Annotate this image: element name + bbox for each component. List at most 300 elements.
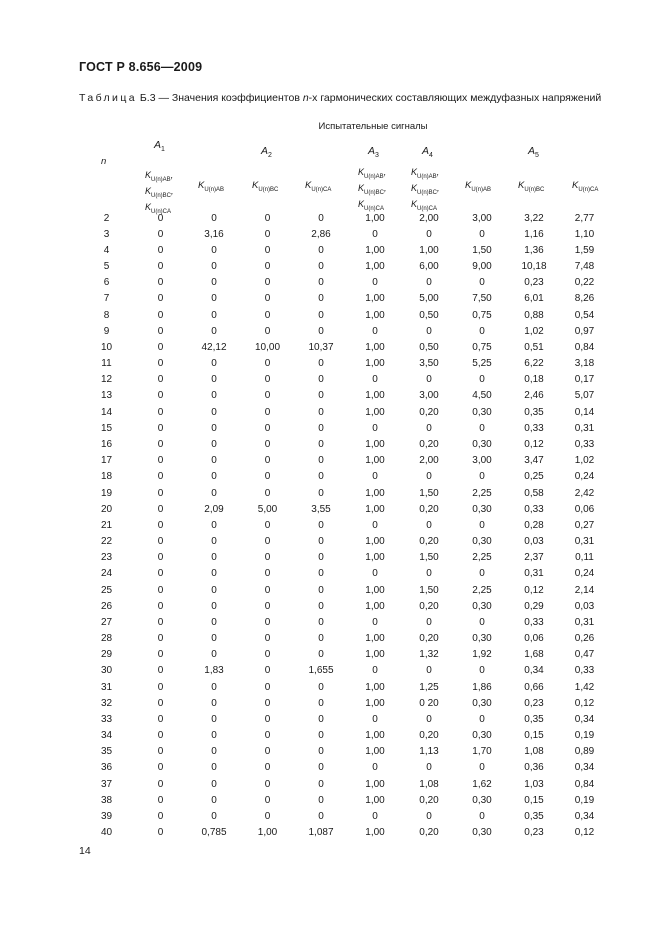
harmonic-number-cell: 38: [100, 794, 113, 806]
coefficient-cell: 0: [157, 827, 164, 839]
coefficient-cell: 3,47: [524, 455, 544, 467]
coefficient-cell: 0: [372, 616, 378, 628]
coefficient-cell: 7,50: [472, 293, 492, 305]
coefficient-cell: 0,31: [524, 568, 544, 580]
coefficient-cell: 0: [426, 471, 432, 483]
coefficient-cell: 0: [264, 293, 271, 305]
table-row: [79, 630, 609, 646]
coefficient-cell: 0: [211, 244, 217, 256]
harmonic-number-cell: 23: [100, 552, 113, 564]
table-row: [79, 323, 609, 339]
harmonic-number-cell: 22: [100, 536, 113, 548]
coefficient-cell: 0: [157, 552, 164, 564]
coefficient-cell: 1,655: [308, 665, 334, 677]
harmonic-number-cell: 36: [100, 762, 113, 774]
harmonic-number-cell: 27: [100, 616, 113, 628]
coefficient-cell: 1,00: [365, 438, 385, 450]
page-number: 14: [79, 845, 91, 857]
coefficient-cell: 0,20: [419, 600, 439, 612]
coefficient-cell: 0: [264, 261, 271, 273]
coefficient-cell: 0: [318, 568, 324, 580]
coefficient-cell: 3,00: [472, 455, 492, 467]
coefficient-cell: 1,25: [419, 681, 439, 693]
caption-dash: — Значения коэффициентов: [155, 92, 303, 104]
coefficient-cell: 0,30: [472, 633, 492, 645]
column-group-header: Испытательные сигналы: [318, 121, 428, 132]
coefficient-cell: 1,86: [472, 681, 492, 693]
harmonic-number-cell: 40: [100, 827, 113, 839]
coefficient-cell: 0: [264, 212, 271, 224]
coefficient-cell: 0: [211, 277, 217, 289]
coefficient-cell: 0: [211, 374, 217, 386]
signal-a5-label: $A_5$: [528, 145, 539, 160]
coefficient-cell: 0: [372, 568, 378, 580]
coefficient-cell: 1,00: [257, 827, 278, 839]
harmonic-number-cell: 26: [100, 600, 113, 612]
coefficient-cell: 10,18: [521, 261, 547, 273]
coefficient-cell: 0,14: [574, 406, 595, 418]
coefficient-cell: 10,37: [308, 341, 334, 353]
coefficient-cell: 0,30: [472, 503, 492, 515]
coefficient-cell: 0,20: [419, 633, 439, 645]
coefficient-cell: 0: [479, 519, 485, 531]
coefficient-cell: 0: [264, 358, 271, 370]
coefficient-cell: 3,16: [204, 228, 224, 240]
coefficient-cell: 1,00: [365, 212, 385, 224]
harmonic-number-cell: 5: [103, 261, 110, 273]
coefficient-cell: 0: [211, 471, 217, 483]
coefficient-cell: 0: [426, 374, 432, 386]
coefficient-cell: 0: [479, 665, 485, 677]
coefficient-cell: 0: [157, 455, 164, 467]
coefficient-cell: 0,19: [574, 730, 595, 742]
coefficient-cell: 0,785: [201, 827, 227, 839]
coefficient-cell: 0: [157, 487, 164, 499]
coefficient-cell: 1,00: [365, 584, 385, 596]
coefficient-cell: 0: [264, 487, 271, 499]
harmonic-number-cell: 16: [100, 438, 113, 450]
coefficient-cell: 0: [157, 503, 164, 515]
coefficient-cell: 0: [157, 778, 164, 790]
table-row: [79, 711, 609, 727]
coefficient-cell: 0: [211, 794, 217, 806]
coefficient-cell: 3,50: [419, 358, 439, 370]
harmonic-number-cell: 34: [100, 730, 113, 742]
coefficient-cell: 0: [264, 697, 271, 709]
coefficient-cell: 0: [264, 471, 271, 483]
coefficient-cell: 0: [264, 552, 271, 564]
coefficient-cell: 0,84: [574, 341, 595, 353]
table-row: [79, 728, 609, 744]
coefficient-cell: 0,33: [574, 665, 595, 677]
coefficient-cell: 0,30: [472, 794, 492, 806]
table-row: [79, 242, 609, 258]
coefficient-cell: 0: [372, 665, 378, 677]
coefficient-cell: 0,12: [524, 584, 544, 596]
harmonic-number-cell: 17: [100, 455, 113, 467]
coefficient-cell: 1,00: [365, 536, 385, 548]
a5-kab-header: $K_{U(n)AB}$: [465, 180, 492, 193]
coefficient-cell: 0: [157, 341, 164, 353]
coefficient-cell: 1,00: [365, 487, 385, 499]
coefficient-cell: 0: [211, 438, 217, 450]
a2-kca-header: $K_{U(n)CA}$: [305, 180, 332, 193]
coefficient-cell: 0: [318, 374, 324, 386]
coefficient-cell: 0,30: [472, 406, 492, 418]
table-row: [79, 372, 609, 388]
coefficient-cell: 0: [211, 390, 217, 402]
coefficient-cell: 1,02: [574, 455, 595, 467]
coefficient-cell: 42,12: [201, 341, 227, 353]
coefficient-cell: 3,00: [419, 390, 439, 402]
harmonic-number-cell: 11: [101, 358, 112, 370]
table-row: [79, 792, 609, 808]
coefficient-cell: 2,42: [574, 487, 595, 499]
coefficient-cell: 1,42: [574, 681, 595, 693]
harmonic-number-cell: 19: [100, 487, 113, 499]
a5-kbc-header: $K_{U(n)BC}$: [518, 180, 545, 193]
coefficient-cell: 0: [264, 244, 271, 256]
coefficient-cell: 0: [157, 277, 164, 289]
coefficient-cell: 0: [157, 422, 164, 434]
coefficient-cell: 0,06: [574, 503, 595, 515]
coefficient-cell: 1,50: [419, 487, 439, 499]
coefficient-cell: 2,25: [472, 552, 492, 564]
harmonic-number-cell: 7: [103, 293, 110, 305]
coefficient-cell: 0: [157, 244, 164, 256]
coefficient-cell: 0: [264, 633, 271, 645]
coefficient-cell: 0,17: [574, 374, 595, 386]
coefficient-cell: 0: [426, 665, 432, 677]
table-row: [79, 275, 609, 291]
table-row: [79, 291, 609, 307]
n-header: n: [101, 156, 107, 167]
coefficient-cell: 1,92: [472, 649, 492, 661]
table-row: [79, 259, 609, 275]
coefficient-cell: 0: [479, 325, 485, 337]
coefficient-cell: 0,20: [419, 536, 439, 548]
coefficient-cell: 0,20: [419, 503, 439, 515]
harmonic-number-cell: 21: [100, 519, 113, 531]
coefficient-cell: 1,62: [472, 778, 492, 790]
coefficient-cell: 1,00: [419, 244, 439, 256]
coefficient-cell: 1,08: [419, 778, 439, 790]
coefficient-cell: 0: [318, 584, 324, 596]
coefficient-cell: 0: [157, 762, 164, 774]
harmonic-number-cell: 24: [100, 568, 113, 580]
coefficient-cell: 0,06: [524, 633, 544, 645]
coefficient-cell: 2,46: [524, 390, 544, 402]
coefficient-cell: 0: [318, 438, 324, 450]
table-row: [79, 808, 609, 824]
coefficient-cell: 1,00: [365, 697, 385, 709]
coefficient-cell: 0: [479, 713, 485, 725]
table-row: [79, 647, 609, 663]
coefficient-cell: 0: [264, 665, 271, 677]
coefficient-cell: 1,00: [365, 390, 385, 402]
coefficient-cell: 0: [211, 697, 217, 709]
coefficient-cell: 0: [157, 600, 164, 612]
coefficient-cell: 0: [372, 762, 378, 774]
coefficient-cell: 1,50: [472, 244, 492, 256]
coefficient-cell: 0,23: [524, 827, 544, 839]
harmonic-number-cell: 28: [100, 633, 113, 645]
harmonic-number-cell: 20: [100, 503, 113, 515]
coefficient-cell: 0,23: [524, 277, 544, 289]
coefficient-cell: 0,12: [574, 827, 595, 839]
coefficient-cell: 0: [479, 810, 485, 822]
coefficient-cell: 0: [157, 681, 164, 693]
coefficient-cell: 7,48: [574, 261, 595, 273]
coefficient-cell: 0,75: [472, 309, 492, 321]
harmonic-number-cell: 9: [103, 325, 110, 337]
table-row: [79, 501, 609, 517]
coefficient-cell: 0: [211, 584, 217, 596]
table-row: [79, 307, 609, 323]
coefficient-cell: 0: [318, 390, 324, 402]
coefficient-cell: 1,00: [365, 293, 385, 305]
coefficient-cell: 0: [318, 649, 324, 661]
coefficient-cell: 0 20: [419, 697, 439, 709]
coefficient-cell: 6,00: [419, 261, 439, 273]
coefficient-cell: 0: [372, 422, 378, 434]
coefficient-cell: 0: [157, 633, 164, 645]
a1-k-stack: $K_{U(n)AB}$, $K_{U(n)BC}$, $K_{U(n)CA}$: [145, 170, 174, 215]
table-row: [79, 776, 609, 792]
coefficient-cell: 0,34: [574, 810, 595, 822]
coefficient-cell: 0,20: [419, 794, 439, 806]
coefficient-cell: 1,70: [472, 746, 492, 758]
document-code: ГОСТ Р 8.656—2009: [79, 60, 203, 74]
coefficient-cell: 5,00: [257, 503, 278, 515]
table-row: [79, 356, 609, 372]
coefficient-cell: 3,18: [574, 358, 595, 370]
coefficient-cell: 0: [318, 406, 324, 418]
coefficient-cell: 0,88: [524, 309, 544, 321]
coefficient-cell: 0: [157, 261, 164, 273]
coefficient-cell: 0,31: [574, 422, 595, 434]
coefficient-cell: 0,33: [524, 503, 544, 515]
coefficient-cell: 0: [264, 309, 271, 321]
coefficient-cell: 1,02: [524, 325, 544, 337]
coefficient-cell: 0: [264, 438, 271, 450]
coefficient-cell: 0: [157, 746, 164, 758]
coefficient-cell: 0,51: [524, 341, 544, 353]
coefficient-cell: 0: [211, 536, 217, 548]
coefficient-cell: 0: [426, 713, 432, 725]
coefficient-cell: 0: [157, 649, 164, 661]
coefficient-cell: 0,27: [574, 519, 595, 531]
coefficient-cell: 0,84: [574, 778, 595, 790]
coefficient-cell: 0,11: [575, 552, 594, 564]
coefficient-cell: 0: [211, 261, 217, 273]
coefficient-cell: 0: [157, 293, 164, 305]
coefficient-cell: 0: [264, 422, 271, 434]
signal-a1-label: $A_1$: [154, 139, 165, 154]
coefficient-cell: 10,00: [254, 341, 281, 353]
coefficient-cell: 2,25: [472, 487, 492, 499]
coefficient-cell: 2,77: [574, 212, 595, 224]
coefficient-cell: 0: [264, 778, 271, 790]
coefficient-cell: 0: [264, 810, 271, 822]
table-row: [79, 485, 609, 501]
coefficient-cell: 1,00: [365, 244, 385, 256]
coefficient-cell: 0: [264, 730, 271, 742]
table-row: [79, 226, 609, 242]
coefficient-cell: 1,50: [419, 552, 439, 564]
coefficient-cell: 0,03: [574, 600, 595, 612]
coefficient-cell: 0: [318, 600, 324, 612]
coefficient-cell: 0: [318, 261, 324, 273]
coefficient-cell: 0: [264, 390, 271, 402]
coefficient-cell: 0: [479, 374, 485, 386]
coefficient-cell: 0: [426, 228, 432, 240]
coefficient-cell: 0: [211, 730, 217, 742]
signal-a2-label: $A_2$: [261, 145, 272, 160]
coefficient-cell: 0: [318, 487, 324, 499]
coefficient-cell: 0: [157, 374, 164, 386]
coefficient-cell: 0,47: [574, 649, 595, 661]
table-row: [79, 550, 609, 566]
coefficient-cell: 0: [157, 730, 164, 742]
coefficient-cell: 0,35: [524, 406, 544, 418]
coefficient-cell: 2,09: [204, 503, 224, 515]
coefficient-cell: 0: [372, 228, 378, 240]
coefficient-cell: 0,33: [574, 438, 595, 450]
coefficient-cell: 0,22: [574, 277, 595, 289]
coefficient-cell: 0: [318, 794, 324, 806]
coefficient-cell: 0: [157, 438, 164, 450]
coefficient-cell: 8,26: [574, 293, 595, 305]
coefficient-cell: 0: [157, 794, 164, 806]
harmonic-number-cell: 35: [100, 746, 113, 758]
coefficient-cell: 0: [426, 519, 432, 531]
coefficient-cell: 0,20: [419, 406, 439, 418]
harmonic-number-cell: 12: [100, 374, 113, 386]
coefficient-cell: 5,25: [472, 358, 492, 370]
coefficient-cell: 0: [264, 600, 271, 612]
table-row: [79, 210, 609, 226]
table-row: [79, 825, 609, 841]
harmonic-number-cell: 25: [100, 584, 113, 596]
table-row: [79, 760, 609, 776]
coefficient-cell: 0: [318, 358, 324, 370]
coefficient-cell: 0: [264, 584, 271, 596]
a3-k-stack: $K_{U(n)AB}$, $K_{U(n)BC}$, $K_{U(n)CA}$: [358, 167, 387, 212]
coefficient-cell: 1,08: [524, 746, 544, 758]
coefficient-cell: 0,58: [524, 487, 544, 499]
coefficient-cell: 1,00: [365, 730, 385, 742]
coefficient-cell: 0: [211, 325, 217, 337]
coefficient-cell: 6,22: [524, 358, 544, 370]
coefficient-cell: 0: [372, 519, 378, 531]
coefficient-cell: 0,15: [524, 794, 544, 806]
harmonic-coefficients-table: [79, 210, 609, 841]
coefficient-cell: 0: [318, 730, 324, 742]
caption-prefix: Таблица: [79, 92, 137, 104]
harmonic-number-cell: 18: [100, 471, 113, 483]
coefficient-cell: 0: [211, 746, 217, 758]
coefficient-cell: 0: [211, 212, 217, 224]
coefficient-cell: 0: [479, 422, 485, 434]
table-row: [79, 614, 609, 630]
table-row: [79, 663, 609, 679]
coefficient-cell: 0: [264, 681, 271, 693]
coefficient-cell: 0: [157, 358, 164, 370]
table-row: [79, 566, 609, 582]
harmonic-number-cell: 32: [100, 697, 113, 709]
coefficient-cell: 5,00: [419, 293, 439, 305]
coefficient-cell: 0,26: [574, 633, 595, 645]
coefficient-cell: 1,03: [524, 778, 544, 790]
coefficient-cell: 0,66: [524, 681, 544, 693]
coefficient-cell: 1,00: [365, 503, 385, 515]
table-row: [79, 533, 609, 549]
coefficient-cell: 0: [211, 713, 217, 725]
table-row: [79, 582, 609, 598]
coefficient-cell: 1,16: [524, 228, 544, 240]
coefficient-cell: 0: [264, 568, 271, 580]
coefficient-cell: 0: [479, 228, 485, 240]
coefficient-cell: 0: [211, 455, 217, 467]
coefficient-cell: 0: [318, 519, 324, 531]
table-row: [79, 388, 609, 404]
harmonic-number-cell: 37: [100, 778, 113, 790]
coefficient-cell: 0: [318, 746, 324, 758]
coefficient-cell: 0,20: [419, 827, 439, 839]
table-row: [79, 744, 609, 760]
coefficient-cell: 0: [426, 277, 432, 289]
coefficient-cell: 0: [211, 487, 217, 499]
coefficient-cell: 0: [264, 228, 271, 240]
coefficient-cell: 0,35: [524, 713, 544, 725]
coefficient-cell: 0: [318, 778, 324, 790]
coefficient-cell: 0: [157, 584, 164, 596]
coefficient-cell: 0: [157, 616, 164, 628]
coefficient-cell: 0: [318, 422, 324, 434]
signal-a3-label: $A_3$: [368, 145, 379, 160]
coefficient-cell: 9,00: [472, 261, 492, 273]
a2-kbc-header: $K_{U(n)BC}$: [252, 180, 279, 193]
coefficient-cell: 0: [426, 762, 432, 774]
coefficient-cell: 0: [318, 810, 324, 822]
coefficient-cell: 0: [264, 325, 271, 337]
coefficient-cell: 0: [372, 277, 378, 289]
coefficient-cell: 0: [264, 649, 271, 661]
table-row: [79, 695, 609, 711]
coefficient-cell: 0: [479, 762, 485, 774]
harmonic-number-cell: 13: [100, 390, 113, 402]
coefficient-cell: 0,24: [574, 568, 595, 580]
coefficient-cell: 0,29: [524, 600, 544, 612]
coefficient-cell: 0,89: [574, 746, 595, 758]
coefficient-cell: 0: [264, 277, 271, 289]
coefficient-cell: 0,23: [524, 697, 544, 709]
coefficient-cell: 0: [318, 309, 324, 321]
coefficient-cell: 0: [264, 713, 271, 725]
caption-number: Б.3: [139, 92, 156, 104]
coefficient-cell: 0: [211, 616, 217, 628]
coefficient-cell: 0,33: [524, 422, 544, 434]
coefficient-cell: 1,00: [365, 649, 385, 661]
harmonic-number-cell: 6: [103, 277, 110, 289]
coefficient-cell: 0,34: [574, 762, 595, 774]
coefficient-cell: 0,30: [472, 730, 492, 742]
coefficient-cell: 2,00: [419, 455, 439, 467]
coefficient-cell: 1,00: [365, 358, 385, 370]
coefficient-cell: 0: [372, 810, 378, 822]
coefficient-cell: 2,14: [574, 584, 595, 596]
